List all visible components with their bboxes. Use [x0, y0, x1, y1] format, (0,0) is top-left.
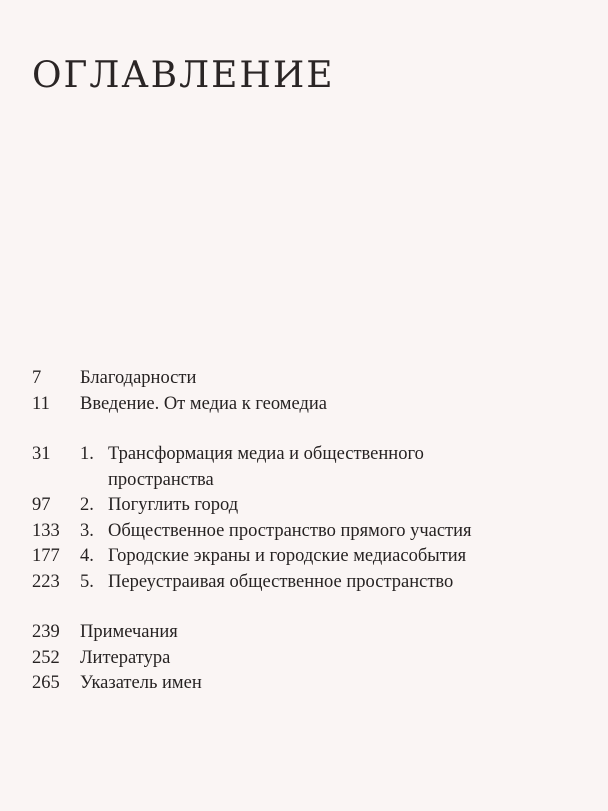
- toc-entry-title: Примечания: [80, 622, 178, 642]
- toc-chapter-number: 4.: [80, 546, 94, 566]
- toc-entry-title: Благодарности: [80, 368, 197, 388]
- toc-title: ОГЛАВЛЕНИЕ: [32, 55, 335, 96]
- toc-entry: [32, 366, 592, 392]
- toc-entry-title: Трансформация медиа и общественного пространства: [108, 444, 424, 490]
- toc-page-number: 97: [32, 495, 51, 515]
- toc-page-number: 177: [32, 546, 60, 566]
- toc-entry: [32, 620, 592, 646]
- toc-entry: [32, 392, 592, 418]
- toc-entry-title: Литература: [80, 647, 171, 668]
- toc-chapter-number: 2.: [80, 495, 94, 515]
- toc-entry: [32, 442, 592, 493]
- toc-page-number: 265: [32, 673, 60, 693]
- toc-page-number: 11: [32, 393, 50, 414]
- toc-entry: [32, 570, 592, 596]
- toc-chapter-number: 3.: [80, 520, 94, 541]
- toc-chapter-number: 5.: [80, 571, 94, 592]
- toc-entry: [32, 519, 592, 545]
- toc-page-number: 31: [32, 444, 51, 464]
- toc-entry: [32, 671, 592, 697]
- toc-page-number: 252: [32, 647, 60, 668]
- toc-page-number: 239: [32, 622, 60, 642]
- toc-group-front-matter: [32, 366, 592, 417]
- toc-entry-title: Переустраивая общественное пространство: [108, 571, 454, 592]
- toc-entry-title: Городские экраны и городские медиасобытия: [108, 546, 467, 566]
- table-of-contents: [32, 366, 592, 722]
- toc-entry-title: Введение. От медиа к геомедиа: [80, 393, 327, 414]
- toc-entry-title: Общественное пространство прямого участия: [108, 520, 472, 541]
- toc-page-number: 7: [32, 368, 42, 388]
- toc-page-number: 133: [32, 520, 60, 541]
- toc-entry: [32, 646, 592, 672]
- toc-entry-title: Погуглить город: [108, 495, 239, 515]
- toc-entry: [32, 544, 592, 570]
- toc-group-back-matter: [32, 620, 592, 697]
- toc-entry-title: Указатель имен: [80, 673, 202, 693]
- toc-chapter-number: 1.: [80, 444, 94, 464]
- toc-page-number: 223: [32, 571, 60, 592]
- toc-entry: [32, 493, 592, 519]
- toc-group-chapters: [32, 442, 592, 595]
